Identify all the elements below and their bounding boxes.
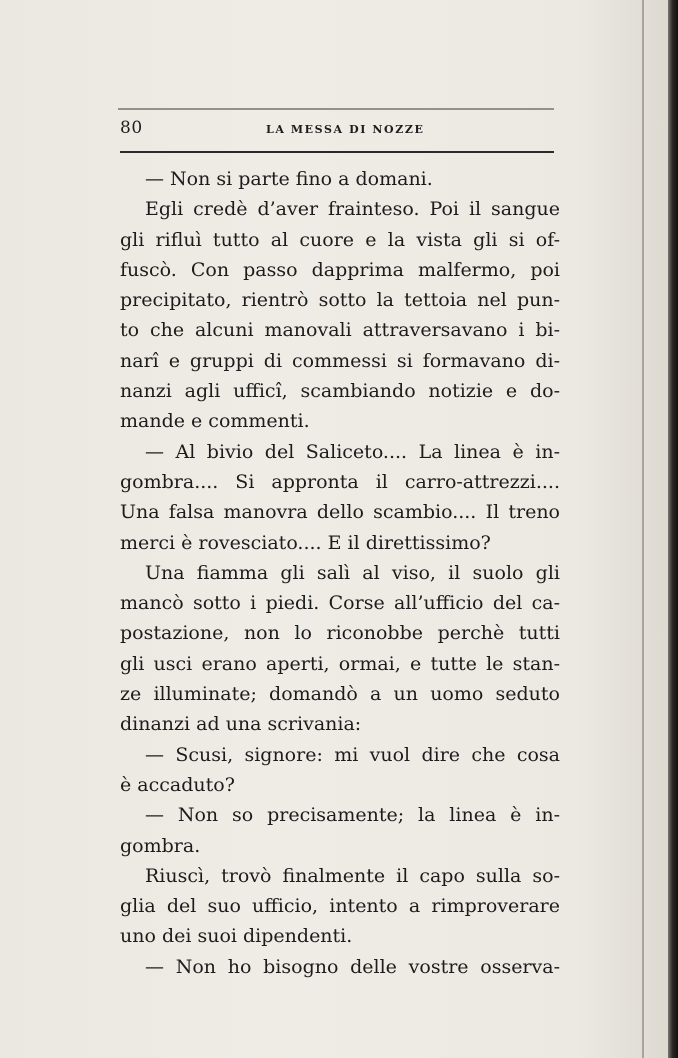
text-line: merci è rovesciato.... E il direttissimo? — [120, 531, 491, 554]
text-line: gli usci erano aperti, ormai, e tutte le stan- — [120, 652, 560, 675]
page-number: 80 — [120, 118, 143, 138]
text-line: ze illuminate; domandò a un uomo seduto — [120, 683, 560, 706]
header-rule — [120, 151, 554, 153]
text-line: — Non ho bisogno delle vostre osserva- — [145, 955, 560, 978]
text-line: mancò sotto i piedi. Corse all’ufficio del ca- — [120, 592, 560, 615]
text-line: fuscò. Con passo dapprima malfermo, poi — [120, 258, 560, 281]
text-line: gombra. — [120, 834, 201, 857]
top-border-rule — [118, 108, 554, 110]
binding-shadow — [642, 0, 644, 1058]
text-line: — Scusi, signore: mi vuol dire che cosa — [145, 743, 560, 766]
page-header — [120, 118, 554, 142]
text-line: gombra.... Si appronta il carro-attrezzi.... — [120, 470, 560, 493]
text-line: precipitato, rientrò sotto la tettoia nel pun- — [120, 289, 560, 312]
page-edge — [668, 0, 678, 1058]
text-line: glia del suo ufficio, intento a rimproverare — [120, 895, 560, 918]
text-line: dinanzi ad una scrivania: — [120, 713, 362, 736]
text-line: narî e gruppi di commessi si formavano di- — [120, 349, 560, 372]
text-line: Riuscì, trovò finalmente il capo sulla so- — [145, 864, 560, 887]
text-line: Una fiamma gli salì al viso, il suolo gli — [145, 561, 560, 584]
text-line: uno dei suoi dipendenti. — [120, 925, 353, 948]
text-line: — Al bivio del Saliceto.... La linea è in- — [145, 440, 560, 463]
text-line: gli rifluì tutto al cuore e la vista gli si of- — [120, 228, 560, 251]
text-line: Egli credè d’aver frainteso. Poi il sangue — [145, 198, 560, 221]
body-text — [120, 164, 560, 982]
text-line: nanzi agli ufficî, scambiando notizie e do- — [120, 380, 560, 403]
text-line: — Non so precisamente; la linea è in- — [145, 804, 560, 827]
running-title: LA MESSA DI NOZZE — [266, 123, 425, 136]
text-line: mande e commenti. — [120, 410, 310, 433]
text-line: è accaduto? — [120, 773, 235, 796]
text-line: — Non si parte fino a domani. — [145, 168, 433, 190]
text-line: to che alcuni manovali attraversavano i bi- — [120, 319, 560, 342]
text-line: postazione, non lo riconobbe perchè tutti — [120, 622, 560, 645]
text-line: Una falsa manovra dello scambio.... Il treno — [120, 501, 560, 524]
